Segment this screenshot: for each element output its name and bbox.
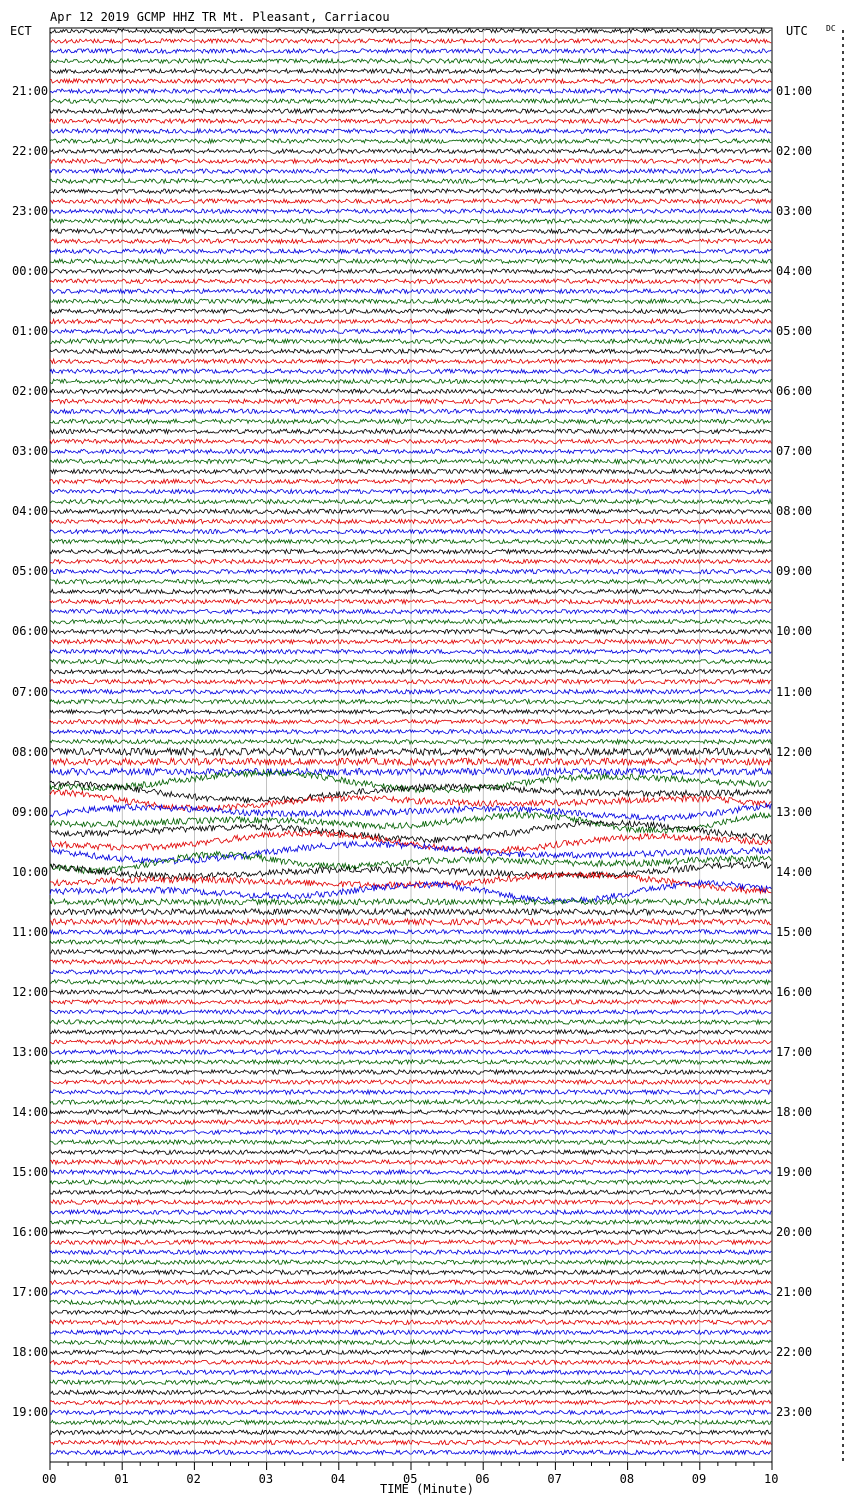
trace-line-55 (50, 579, 771, 583)
trace-line-113 (50, 1160, 771, 1164)
right-hour-label: 11:00 (776, 684, 813, 699)
trace-line-102 (50, 1050, 771, 1054)
trace-line-34 (50, 369, 771, 373)
trace-line-37 (50, 399, 771, 403)
trace-line-100 (50, 1030, 771, 1034)
trace-line-78 (50, 804, 771, 821)
trace-line-47 (50, 499, 771, 503)
trace-line-88 (50, 909, 771, 915)
left-hour-label: 15:00 (12, 1164, 49, 1179)
trace-line-112 (50, 1150, 771, 1154)
left-hour-label: 09:00 (12, 804, 49, 819)
left-hour-label: 22:00 (12, 144, 49, 159)
trace-line-60 (50, 629, 771, 633)
trace-line-68 (50, 710, 771, 714)
trace-line-124 (50, 1270, 771, 1274)
trace-line-33 (50, 359, 771, 363)
left-hour-label: 14:00 (12, 1104, 49, 1119)
trace-line-70 (50, 730, 771, 734)
trace-line-122 (50, 1250, 771, 1254)
left-hour-label: 06:00 (12, 624, 49, 639)
trace-line-108 (50, 1110, 771, 1114)
trace-line-74 (50, 768, 771, 775)
right-hour-label: 16:00 (776, 984, 813, 999)
trace-line-77 (50, 790, 771, 811)
left-hour-label: 11:00 (12, 924, 49, 939)
left-hour-label: 03:00 (12, 444, 49, 459)
trace-line-85 (50, 872, 771, 893)
trace-line-129 (50, 1320, 771, 1324)
left-hour-label: 23:00 (12, 204, 49, 219)
trace-line-35 (50, 379, 771, 383)
left-hour-label: 02:00 (12, 384, 49, 399)
trace-line-110 (50, 1130, 771, 1134)
trace-line-10 (50, 129, 771, 133)
trace-line-128 (50, 1310, 771, 1314)
trace-line-75 (50, 770, 771, 793)
trace-line-27 (50, 299, 771, 303)
trace-line-126 (50, 1290, 771, 1294)
trace-line-62 (50, 649, 771, 653)
trace-line-142 (50, 1450, 771, 1454)
trace-line-57 (50, 599, 771, 603)
trace-line-80 (50, 820, 771, 843)
left-hour-label: 17:00 (12, 1285, 49, 1299)
left-hour-label: 18:00 (12, 1345, 49, 1360)
right-hour-label: 21:00 (776, 1285, 813, 1299)
chart-title: Apr 12 2019 GCMP HHZ TR Mt. Pleasant, Carriacou (50, 10, 390, 24)
x-tick-label: 01 (114, 1472, 129, 1486)
trace-line-73 (50, 758, 771, 765)
trace-line-127 (50, 1300, 771, 1304)
trace-line-13 (50, 159, 771, 163)
trace-line-22 (50, 249, 771, 253)
trace-line-138 (50, 1410, 771, 1414)
trace-line-3 (50, 59, 771, 63)
right-hour-label: 02:00 (776, 144, 813, 159)
right-hour-label: 04:00 (776, 264, 813, 279)
left-hour-label: 04:00 (12, 504, 49, 519)
trace-line-111 (50, 1140, 771, 1144)
trace-line-72 (50, 748, 771, 755)
right-hour-label: 17:00 (776, 1044, 813, 1059)
trace-line-104 (50, 1070, 771, 1074)
trace-line-67 (50, 700, 771, 704)
right-hour-label: 14:00 (776, 864, 813, 879)
trace-line-0 (50, 29, 771, 33)
trace-line-134 (50, 1370, 771, 1374)
left-hour-label: 16:00 (12, 1224, 49, 1239)
right-hour-label: 12:00 (776, 744, 813, 759)
x-tick-label: 06 (475, 1472, 490, 1486)
x-tick-label: 08 (619, 1472, 635, 1486)
trace-line-11 (50, 139, 771, 143)
trace-line-18 (50, 209, 771, 213)
trace-line-130 (50, 1330, 771, 1334)
x-axis-title: TIME (Minute) (380, 1482, 474, 1496)
trace-line-7 (50, 99, 771, 103)
trace-line-61 (50, 639, 771, 643)
trace-line-90 (50, 930, 771, 934)
trace-line-29 (50, 319, 771, 323)
trace-line-133 (50, 1360, 771, 1364)
trace-line-54 (50, 569, 771, 573)
x-tick-label: 03 (258, 1472, 274, 1486)
right-hour-label: 20:00 (776, 1224, 813, 1239)
trace-line-66 (50, 690, 771, 694)
trace-line-87 (50, 899, 771, 905)
trace-line-121 (50, 1240, 771, 1244)
x-tick-label: 05 (403, 1472, 418, 1486)
trace-line-9 (50, 119, 771, 123)
trace-line-117 (50, 1200, 771, 1204)
trace-line-15 (50, 179, 771, 183)
trace-line-40 (50, 429, 771, 433)
trace-line-92 (50, 950, 771, 954)
trace-line-118 (50, 1210, 771, 1214)
trace-line-89 (50, 919, 771, 925)
trace-line-39 (50, 419, 771, 423)
left-hour-label: 13:00 (12, 1044, 49, 1059)
trace-line-141 (50, 1440, 771, 1444)
trace-line-53 (50, 559, 771, 563)
left-hour-label: 01:00 (12, 324, 49, 339)
trace-line-131 (50, 1340, 771, 1344)
trace-line-5 (50, 79, 771, 83)
trace-line-19 (50, 219, 771, 223)
left-hour-label: 00:00 (12, 264, 49, 279)
x-tick-label: 07 (547, 1472, 562, 1486)
trace-line-140 (50, 1430, 771, 1434)
right-hour-label: 05:00 (776, 324, 813, 339)
trace-line-38 (50, 409, 771, 413)
right-hour-label: 01:00 (776, 84, 813, 98)
trace-line-123 (50, 1260, 771, 1264)
trace-line-25 (50, 279, 771, 283)
x-tick-label: 02 (186, 1472, 201, 1486)
right-timezone-label: UTC (786, 24, 808, 38)
trace-line-42 (50, 449, 771, 453)
trace-line-50 (50, 529, 771, 533)
trace-line-45 (50, 479, 771, 483)
trace-line-97 (50, 1000, 771, 1004)
trace-line-98 (50, 1010, 771, 1014)
trace-line-120 (50, 1230, 771, 1234)
trace-line-95 (50, 980, 771, 984)
trace-line-28 (50, 309, 771, 313)
right-hour-label: 10:00 (776, 624, 813, 639)
trace-line-21 (50, 239, 771, 243)
trace-line-24 (50, 269, 771, 273)
right-hour-label: 13:00 (776, 804, 813, 819)
trace-line-58 (50, 609, 771, 613)
trace-line-64 (50, 669, 771, 673)
trace-line-14 (50, 169, 771, 173)
right-hour-label: 22:00 (776, 1345, 813, 1360)
trace-line-65 (50, 680, 771, 684)
trace-line-52 (50, 549, 771, 553)
trace-line-1 (50, 39, 771, 43)
trace-line-41 (50, 439, 771, 443)
x-tick-label: 00 (42, 1472, 57, 1486)
trace-line-132 (50, 1350, 771, 1354)
trace-line-23 (50, 259, 771, 263)
trace-line-59 (50, 619, 771, 623)
right-hour-label: 09:00 (776, 564, 813, 579)
trace-line-12 (50, 149, 771, 153)
trace-line-119 (50, 1220, 771, 1224)
trace-line-139 (50, 1420, 771, 1424)
right-hour-label: 19:00 (776, 1164, 813, 1179)
right-hour-label: 03:00 (776, 204, 813, 219)
right-hour-label: 18:00 (776, 1104, 813, 1119)
trace-line-93 (50, 960, 771, 964)
left-hour-label: 05:00 (12, 564, 49, 579)
trace-line-63 (50, 659, 771, 663)
right-hour-label: 08:00 (776, 504, 813, 519)
trace-line-101 (50, 1040, 771, 1044)
left-hour-label: 19:00 (12, 1405, 49, 1420)
trace-line-48 (50, 509, 771, 513)
trace-line-107 (50, 1100, 771, 1104)
right-hour-label: 23:00 (776, 1405, 813, 1420)
trace-line-2 (50, 49, 771, 53)
trace-line-43 (50, 459, 771, 463)
left-hour-label: 12:00 (12, 984, 49, 999)
trace-line-114 (50, 1170, 771, 1174)
left-hour-label: 08:00 (12, 744, 49, 759)
left-hour-label: 07:00 (12, 684, 49, 699)
trace-line-105 (50, 1080, 771, 1084)
trace-line-32 (50, 349, 771, 353)
trace-line-26 (50, 289, 771, 293)
left-hour-label: 10:00 (12, 864, 49, 879)
trace-line-84 (50, 862, 771, 880)
trace-line-20 (50, 229, 771, 233)
trace-line-6 (50, 89, 771, 93)
trace-line-103 (50, 1060, 771, 1064)
trace-line-69 (50, 720, 771, 724)
trace-line-31 (50, 339, 771, 343)
left-timezone-label: ECT (10, 24, 32, 38)
trace-line-96 (50, 990, 771, 994)
right-hour-label: 07:00 (776, 444, 813, 459)
trace-line-4 (50, 69, 771, 73)
trace-line-51 (50, 539, 771, 543)
x-tick-label: 04 (330, 1472, 346, 1486)
dc-label: DC (826, 24, 836, 33)
trace-line-8 (50, 109, 771, 113)
x-tick-label: 09 (691, 1472, 707, 1486)
trace-line-56 (50, 589, 771, 593)
trace-line-115 (50, 1180, 771, 1184)
trace-line-30 (50, 329, 771, 333)
trace-line-44 (50, 469, 771, 473)
trace-line-136 (50, 1390, 771, 1394)
x-tick-label: 10 (764, 1472, 779, 1486)
right-hour-label: 06:00 (776, 384, 813, 399)
trace-line-106 (50, 1090, 771, 1094)
trace-line-125 (50, 1280, 771, 1284)
trace-line-81 (50, 831, 771, 854)
trace-line-109 (50, 1120, 771, 1124)
trace-line-91 (50, 940, 771, 944)
trace-line-16 (50, 189, 771, 193)
trace-line-36 (50, 389, 771, 393)
left-hour-label: 21:00 (12, 84, 49, 98)
trace-line-116 (50, 1190, 771, 1194)
trace-line-49 (50, 519, 771, 523)
trace-line-137 (50, 1400, 771, 1404)
trace-line-71 (50, 740, 771, 744)
trace-line-46 (50, 489, 771, 493)
trace-line-99 (50, 1020, 771, 1024)
right-hour-label: 15:00 (776, 924, 813, 939)
trace-line-94 (50, 970, 771, 974)
trace-line-135 (50, 1380, 771, 1384)
trace-line-17 (50, 199, 771, 203)
